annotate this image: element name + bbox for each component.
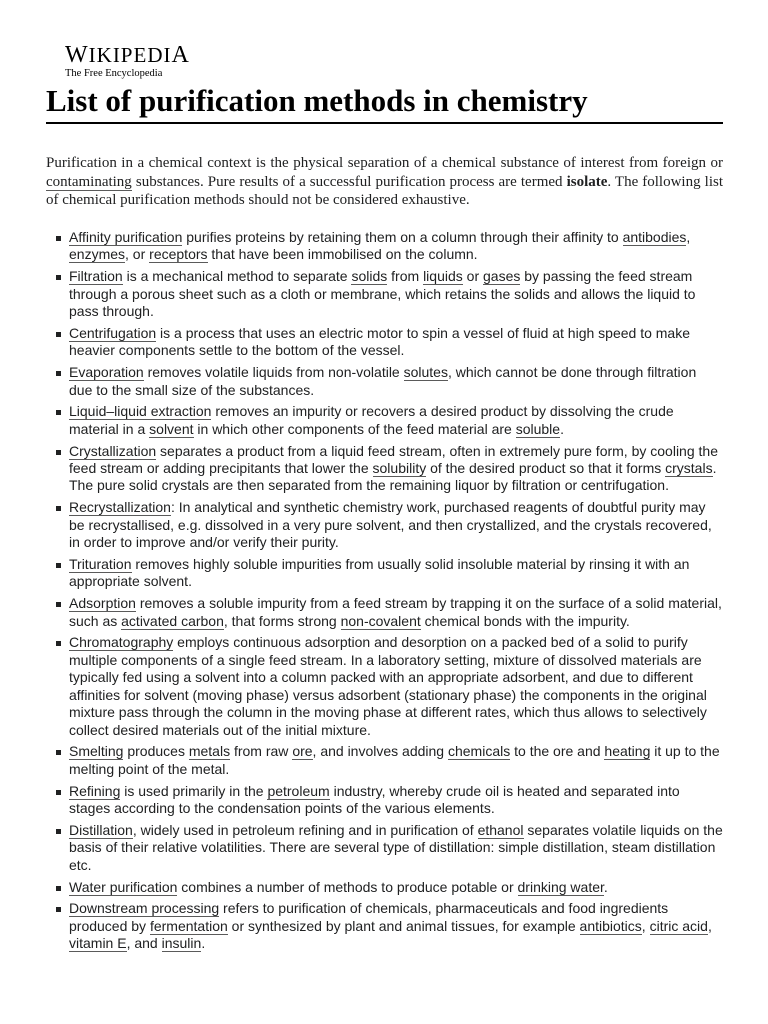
body-text: employs continuous adsorption and desorption on a packed bed of a solid to purify multiple components of a single feed stream. In a laboratory setting, mixture of dissolved materials are typically fed using a solvent into a column packed with an appropriate adsorbent, and due to different affinities for solvent (moving phase) versus adsorbent (stationary phase) the components in the original mixture pass through the column in the moving phase at different rates, which thus allows to selectively collect desired materials out of the initial mixture. [69,634,707,738]
body-text: from [387,268,424,285]
link-insulin[interactable]: insulin [161,935,202,952]
link-recrystallization[interactable]: Recrystallization [69,499,171,516]
body-text: removes highly soluble impurities from usually solid insoluble material by rinsing it with an appropriate solvent. [69,555,690,590]
link-petroleum[interactable]: petroleum [267,782,330,799]
bullet-icon [56,886,61,891]
bullet-icon [56,275,61,280]
bullet-icon [56,506,61,511]
link-liquid-liquid-extraction[interactable]: Liquid–liquid extraction [69,403,212,420]
body-text: from raw [230,743,293,760]
body-text: , widely used in petroleum refining and in purification of [132,821,478,838]
link-metals[interactable]: metals [188,743,231,760]
body-text: , that forms strong [223,612,341,629]
link-smelting[interactable]: Smelting [69,743,124,760]
link-vitamin-e[interactable]: vitamin E [69,935,127,952]
body-text: substances. Pure results of a successful purification process are termed [131,173,567,190]
link-solvent[interactable]: solvent [149,420,194,437]
bullet-icon [56,371,61,376]
body-text: , or [125,246,150,263]
body-text: is a process that uses an electric motor to spin a vessel of fluid at high speed to make heavier components settle to the bottom of the vessel. [69,324,691,359]
wikipedia-logo[interactable] [65,44,190,80]
link-trituration[interactable]: Trituration [69,555,132,572]
list-item [46,499,723,551]
bullet-icon [56,907,61,912]
link-solubility[interactable]: solubility [372,460,427,477]
body-text: removes a soluble impurity from a feed stream by trapping it on the surface of a solid material, such as [69,595,722,629]
link-receptors[interactable]: receptors [149,246,208,263]
link-downstream-processing[interactable]: Downstream processing [69,900,220,917]
link-filtration[interactable]: Filtration [69,268,123,285]
link-fermentation[interactable]: fermentation [149,917,228,934]
list-item [46,822,723,874]
bullet-icon [56,750,61,755]
list-item [46,879,723,896]
body-text: purifies proteins by retaining them on a column through their affinity to [182,229,623,245]
link-water-purification[interactable]: Water purification [69,878,178,895]
body-text: . The pure solid crystals are then separated from the remaining liquor by filtration or centrifugation. [69,460,717,494]
list-item [46,634,723,738]
body-text: combines a number of methods to produce potable or [177,878,518,895]
body-text: , and [126,935,162,952]
body-text: that have been immobilised on the column. [207,246,478,263]
body-text: produces [123,743,189,760]
link-enzymes[interactable]: enzymes [69,246,126,263]
link-heating[interactable]: heating [604,743,651,760]
link-citric-acid[interactable]: citric acid [649,917,708,934]
wordmark-initial: W [65,42,89,68]
wikipedia-wordmark [65,44,190,66]
body-text: is used primarily in the [120,782,268,799]
link-crystals[interactable]: crystals [665,460,713,477]
body-text: industry, whereby crude oil is heated and separated into stages according to the condensation points of the various elements. [69,782,680,816]
list-item [46,783,723,818]
body-text: it up to the melting point of the metal. [69,743,720,777]
body-text: chemical bonds with the impurity. [420,612,630,629]
link-crystallization[interactable]: Crystallization [69,442,157,459]
page-title: List of purification methods in chemistry [46,83,588,118]
body-text: , [641,917,650,934]
link-evaporation[interactable]: Evaporation [69,364,144,381]
body-text: , which cannot be done through filtration due to the small size of the substances. [69,364,697,398]
body-text: to the ore and [510,743,605,760]
list-item [46,443,723,495]
bullet-icon [56,829,61,834]
body-text: by passing the feed stream through a porous sheet such as a cloth or membrane, which retains the solids and allows the liquid to pass through. [69,268,696,320]
bullet-icon [56,641,61,646]
body-text: removes volatile liquids from non-volatile [143,364,404,381]
link-soluble[interactable]: soluble [515,420,561,437]
body-text: . [603,878,608,895]
body-text: separates volatile liquids on the basis of their relative volatilities. There are several type of distillation: simple distillation, steam distillation etc. [69,821,723,873]
link-centrifugation[interactable]: Centrifugation [69,324,157,341]
link-adsorption[interactable]: Adsorption [69,595,136,612]
wordmark-final: A [171,42,190,68]
list-item [46,900,723,952]
bullet-icon [56,410,61,415]
link-distillation[interactable]: Distillation [69,821,133,838]
list-item [46,403,723,438]
bullet-icon [56,790,61,795]
bullet-icon [56,602,61,607]
body-text: in which other components of the feed material are [193,420,516,437]
list-item [46,743,723,778]
bullet-icon [56,332,61,337]
list-item [46,325,723,360]
link-solids[interactable]: solids [351,268,388,285]
bullet-icon [56,450,61,455]
bold-term: isolate [566,173,608,190]
list-item [46,229,723,264]
list-item [46,595,723,630]
bullet-icon [56,236,61,241]
bullet-icon [56,563,61,568]
body-text: refers to purification of chemicals, pharmaceuticals and food ingredients produced by [69,900,669,934]
link-drinking-water[interactable]: drinking water [517,878,604,895]
link-liquids[interactable]: liquids [423,268,463,285]
link-chromatography[interactable]: Chromatography [69,634,174,651]
body-text: . [560,420,564,437]
link-activated-carbon[interactable]: activated carbon [121,612,224,629]
body-text: or [462,268,483,285]
title-divider [46,122,723,124]
link-contaminating[interactable]: contaminating [46,173,132,190]
link-ethanol[interactable]: ethanol [477,821,524,838]
link-antibiotics[interactable]: antibiotics [579,917,642,934]
body-text: Purification in a chemical context is the physical separation of a chemical substance of interest from foreign or [46,155,723,171]
body-text: or synthesized by plant and animal tissues, for example [227,917,580,934]
link-non-covalent[interactable]: non-covalent [340,612,421,629]
body-text: of the desired product so that it forms [426,460,666,477]
body-text: . The following list of chemical purification methods should not be considered exhaustive. [46,173,723,208]
link-gases[interactable]: gases [483,268,521,285]
body-text: is a mechanical method to separate [122,268,352,285]
body-text: , and involves adding [312,743,448,760]
link-affinity-purification[interactable]: Affinity purification [69,229,183,245]
link-refining[interactable]: Refining [69,782,121,799]
body-text: : In analytical and synthetic chemistry work, purchased reagents of doubtful purity may be recrystallised, e.g. dissolved in a very pure solvent, and then crystallized, and the crystals recovered, in order to improve and/or verify their purity. [69,499,712,551]
list-item [46,268,723,320]
link-chemicals[interactable]: chemicals [447,743,511,760]
body-text: , [707,917,712,934]
list-item [46,364,723,399]
purification-methods-list [46,229,723,957]
body-text: . [201,935,206,952]
body-text: separates a product from a liquid feed stream, often in extremely pure form, by cooling the feed stream or adding precipitants that lower the [69,442,718,477]
list-item [46,556,723,591]
intro-paragraph [46,154,723,210]
body-text: , [686,229,691,245]
body-text: removes an impurity or recovers a desired product by dissolving the crude material in a [69,403,674,437]
wordmark-middle: IKIPEDI [88,43,172,67]
wikipedia-tagline: The Free Encyclopedia [65,68,163,79]
link-antibodies[interactable]: antibodies [622,229,687,245]
link-solutes[interactable]: solutes [403,364,448,381]
link-ore[interactable]: ore [292,743,313,760]
